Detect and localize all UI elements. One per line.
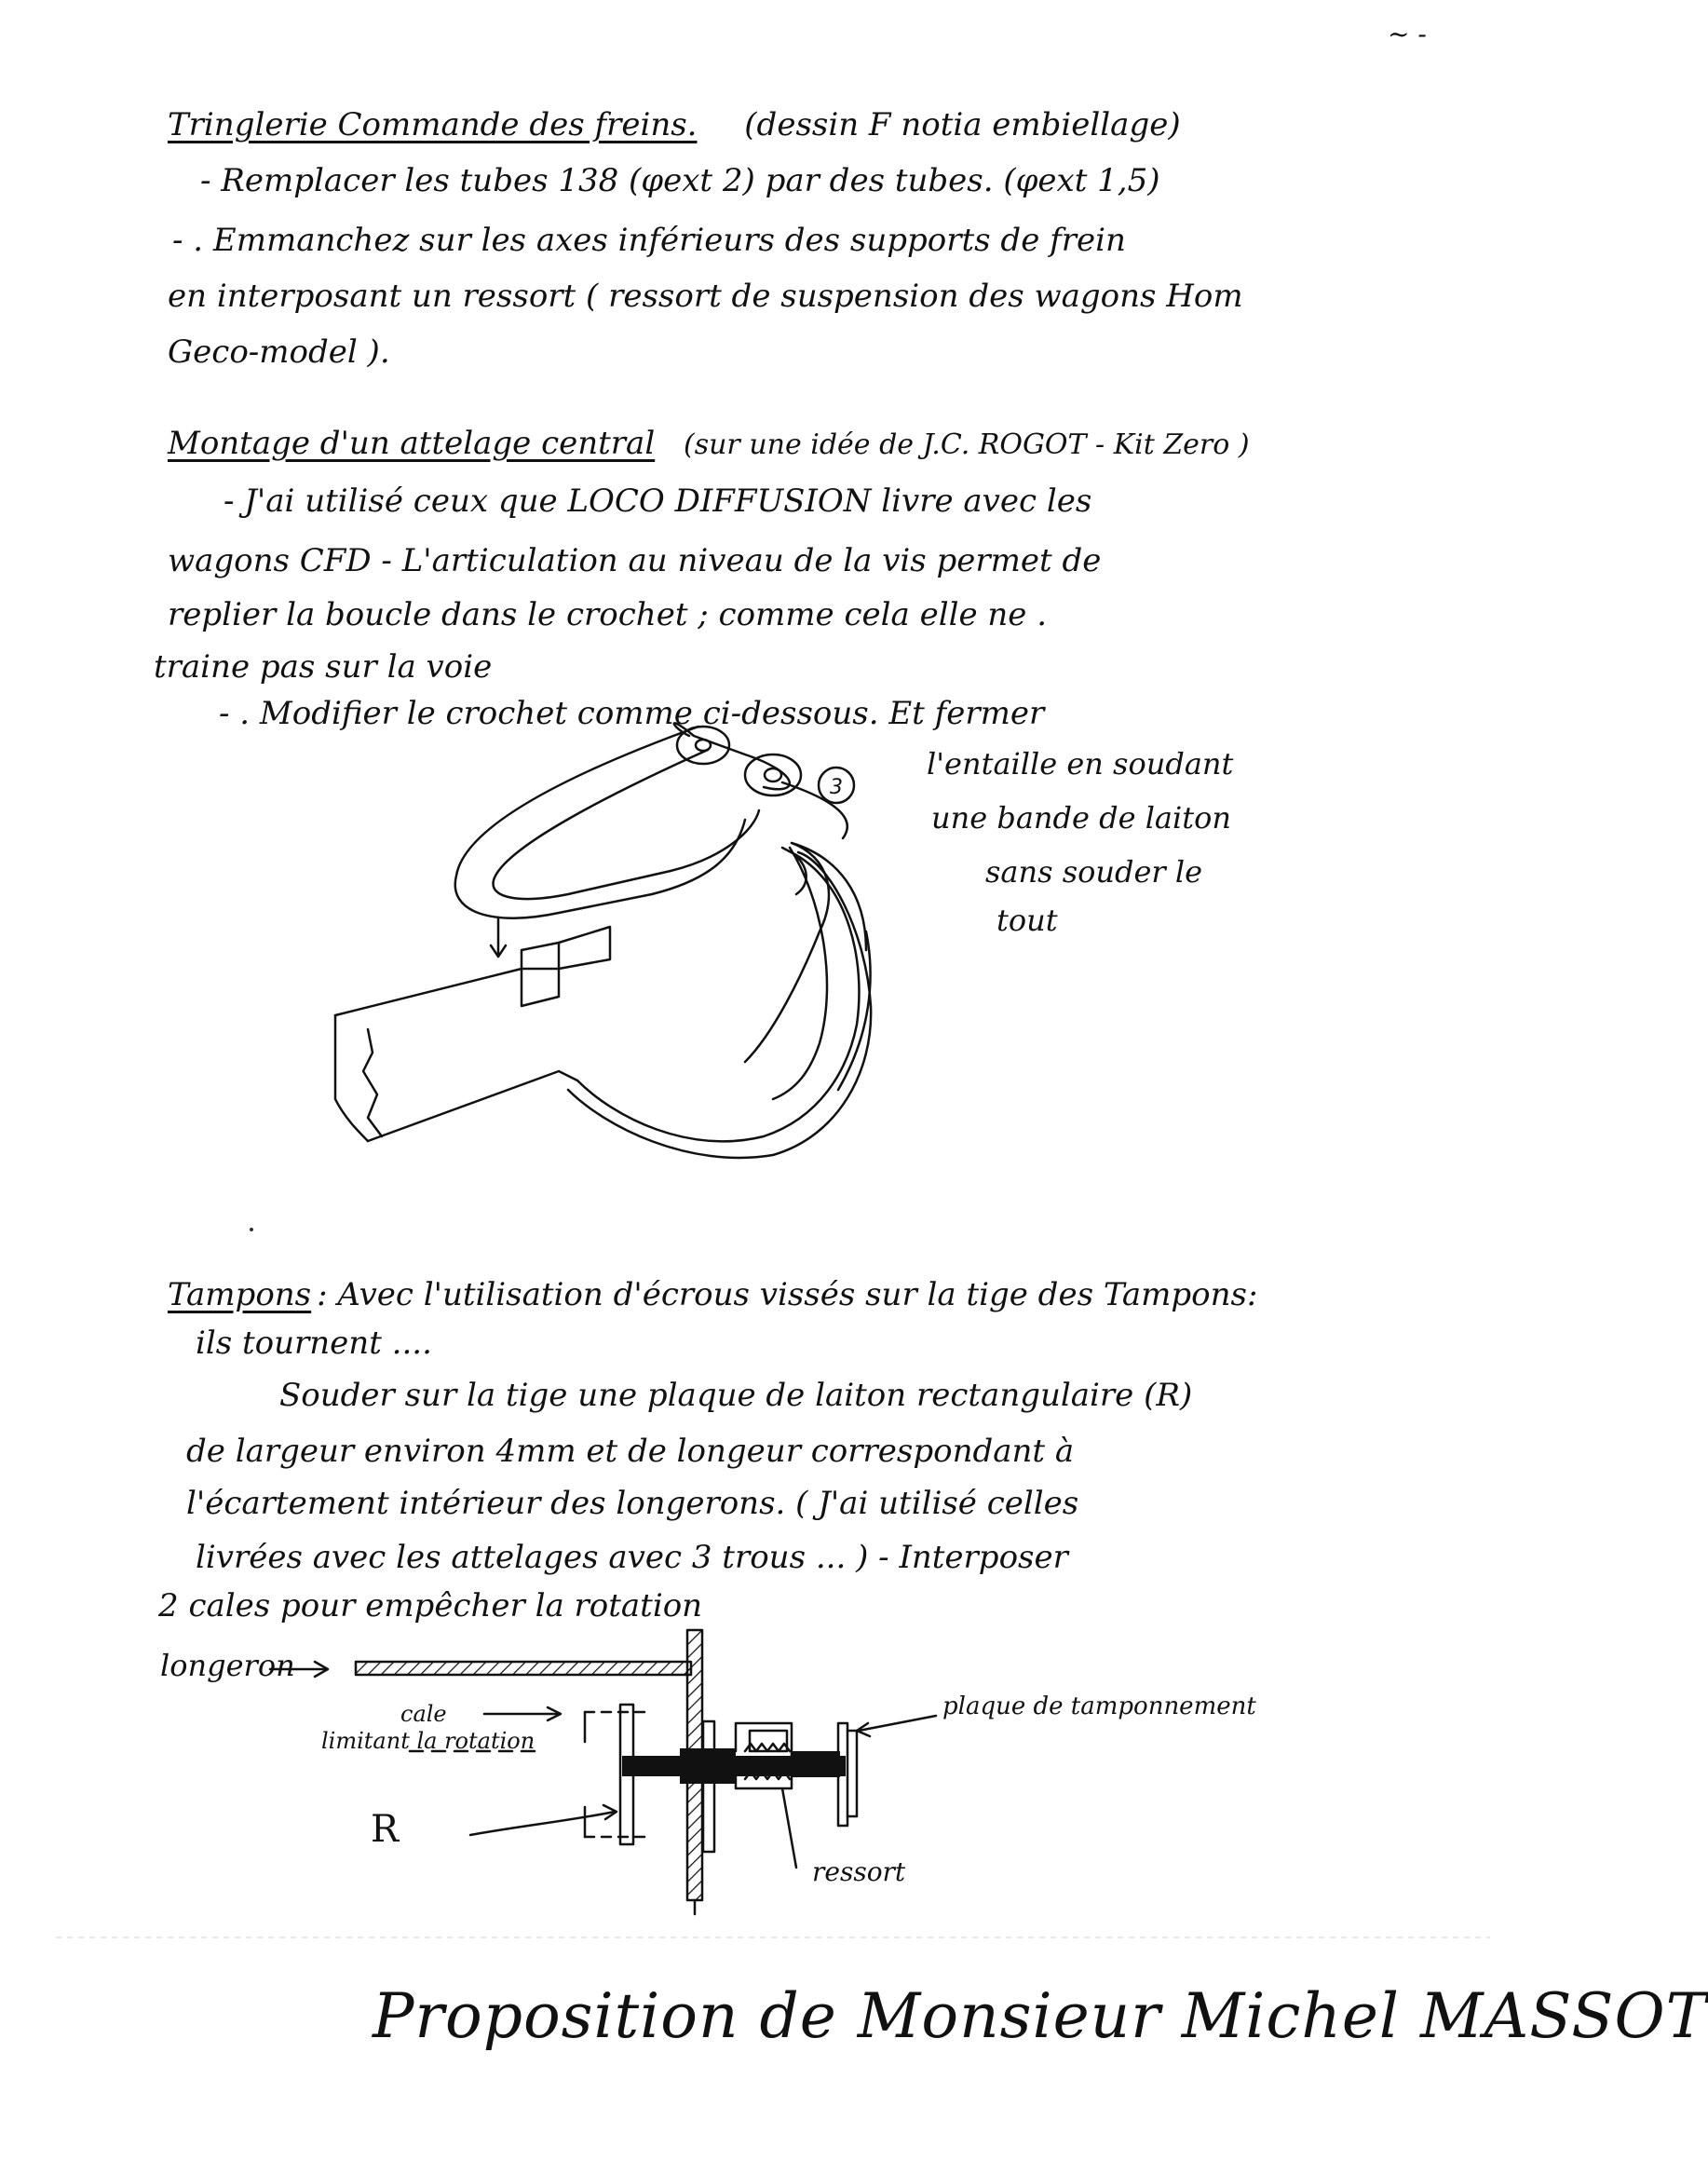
section2-line-1: - J'ai utilisé ceux que LOCO DIFFUSION livre avec les — [224, 482, 1092, 520]
author-signature: Proposition de Monsieur Michel MASSOT — [373, 1980, 1708, 2052]
hole-number-label: 3 — [830, 776, 843, 799]
plaque-label: plaque de tamponnement — [942, 1692, 1256, 1720]
section3-title-suffix: : Avec l'utilisation d'écrous vissés sur la tige des Tampons: — [317, 1276, 1258, 1313]
section2-line-5: - . Modifier le crochet comme ci-dessous. Et fermer — [219, 695, 1045, 732]
section1-line-1: - Remplacer les tubes 138 (φext 2) par des tubes. (φext 1,5) — [200, 162, 1160, 199]
side-note-line-2: une bande de laiton — [931, 800, 1231, 836]
section1-line-4: Geco-model ). — [168, 333, 390, 371]
section2-line-2: wagons CFD - L'articulation au niveau de la vis permet de — [168, 542, 1102, 579]
side-note-line-3: sans souder le — [985, 854, 1203, 890]
section1-title: Tringlerie Commande des freins. — [168, 106, 698, 143]
section2-line-4: traine pas sur la voie — [154, 648, 493, 686]
section3-line-1: ils tournent .... — [196, 1325, 432, 1362]
section1-title-note: (dessin F notia embiellage) — [744, 106, 1181, 143]
section3-line-2: Souder sur la tige une plaque de laiton rectangulaire (R) — [279, 1377, 1193, 1414]
section3-title: Tampons — [168, 1276, 312, 1313]
ressort-label: ressort — [812, 1856, 906, 1887]
corner-mark: ~ - — [1388, 19, 1427, 49]
section1-line-2: - . Emmanchez sur les axes inférieurs des supports de frein — [172, 222, 1126, 259]
section2-title-note: (sur une idée de J.C. ROGOT - Kit Zero ) — [684, 428, 1250, 461]
r-label: R — [371, 1808, 400, 1851]
side-note-line-4: tout — [996, 903, 1058, 938]
longeron-label: longeron — [160, 1648, 295, 1683]
section1-line-3: en interposant un ressort ( ressort de suspension des wagons Hom — [168, 278, 1243, 315]
section2-line-3: replier la boucle dans le crochet ; comme cela elle ne . — [168, 596, 1048, 633]
side-note-line-1: l'entaille en soudant — [927, 746, 1234, 781]
section3-line-4: l'écartement intérieur des longerons. ( J'ai utilisé celles — [186, 1485, 1079, 1522]
section3-line-3: de largeur environ 4mm et de longeur correspondant à — [186, 1433, 1075, 1470]
cale-sub-label: limitant la rotation — [321, 1728, 535, 1754]
section3-line-5: livrées avec les attelages avec 3 trous ... ) - Interposer — [196, 1539, 1068, 1576]
cale-label: cale — [400, 1701, 447, 1727]
section3-line-6: 2 cales pour empêcher la rotation — [158, 1587, 703, 1624]
section2-title: Montage d'un attelage central — [168, 425, 656, 462]
